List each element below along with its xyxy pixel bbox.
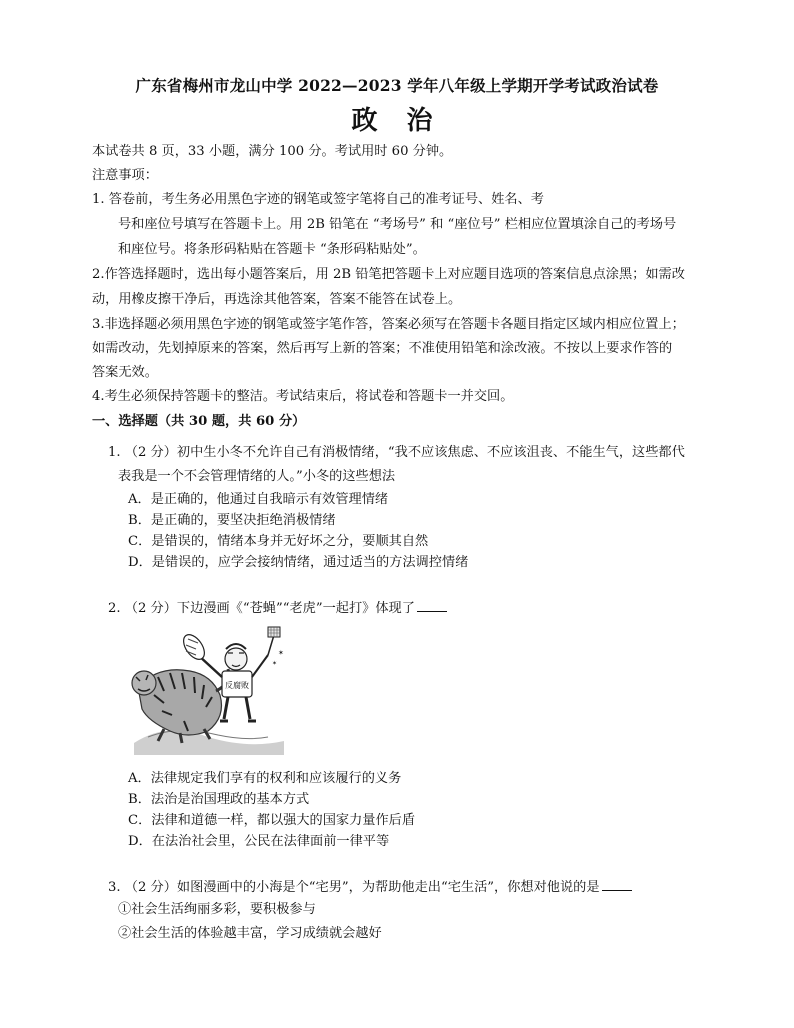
anti-corruption-cartoon	[128, 625, 288, 757]
q1-option-d: D．是错误的，应学会接纳情绪，通过适当的方法调控情绪	[128, 555, 469, 570]
subject-heading: 政 治	[351, 106, 443, 136]
exam-summary: 本试卷共 8 页，33 小题，满分 100 分。考试用时 60 分钟。	[92, 144, 453, 159]
q1-stem-line-1: 1. （2 分）初中生小冬不允许自己有消极情绪，“我不应该焦虑、不应该沮丧、不能生气，这些都代	[108, 445, 685, 460]
svg-text:✶: ✶	[272, 660, 278, 667]
q2-option-c: C．法律和道德一样，都以强大的国家力量作后盾	[128, 813, 416, 828]
q2-option-a: A．法律规定我们享有的权利和应该履行的义务	[128, 771, 402, 786]
note-4-line-1: 4.考生必须保持答题卡的整洁。考试结束后，将试卷和答题卡一并交回。	[92, 389, 514, 404]
answer-blank	[602, 877, 632, 891]
cartoon-label: 反腐败	[225, 681, 249, 690]
q3-stem	[108, 877, 632, 897]
q1-stem-line-2: 表我是一个不会管理情绪的人。”小冬的这些想法	[118, 469, 396, 484]
q2-stem-text: 2. （2 分）下边漫画《“苍蝇”“老虎”一起打》体现了	[108, 601, 415, 616]
note-1-line-1: 1. 答卷前，考生务必用黑色字迹的钢笔或签字笔将自己的准考证号、姓名、考	[92, 192, 544, 207]
answer-blank	[417, 598, 447, 612]
note-3-line-2: 如需改动，先划掉原来的答案，然后再写上新的答案；不准使用铅笔和涂改液。不按以上要求作答的	[92, 341, 673, 356]
q3-item-1: ①社会生活绚丽多彩，要积极参与	[118, 902, 316, 917]
svg-text:✶: ✶	[278, 649, 284, 657]
q2-stem	[108, 598, 447, 618]
note-1-line-2: 号和座位号填写在答题卡上。用 2B 铅笔在 “考场号” 和 “座位号” 栏相应位置填涂自己的考场号	[118, 217, 677, 232]
q3-item-2: ②社会生活的体验越丰富，学习成绩就会越好	[118, 926, 382, 941]
note-3-line-1: 3.非选择题必须用黑色字迹的钢笔或签字笔作答，答案必须写在答题卡各题目指定区域内相应位置上；	[92, 317, 685, 332]
note-3-line-3: 答案无效。	[92, 365, 158, 380]
exam-title: 广东省梅州市龙山中学 2022—2023 学年八年级上学期开学考试政治试卷	[135, 76, 659, 95]
note-1-line-3: 和座位号。将条形码粘贴在答题卡 “条形码粘贴处”。	[118, 242, 426, 257]
section-heading-choice: 一、选择题（共 30 题，共 60 分）	[92, 414, 306, 429]
note-2-line-2: 动，用橡皮擦干净后，再选涂其他答案，答案不能答在试卷上。	[92, 292, 462, 307]
note-2-line-1: 2.作答选择题时，选出每小题答案后，用 2B 铅笔把答题卡上对应题目选项的答案信息点涂黑；如需改	[92, 267, 685, 282]
q1-option-b: B．是正确的，要坚决拒绝消极情绪	[128, 513, 336, 528]
q1-option-a: A．是正确的，他通过自我暗示有效管理情绪	[128, 492, 389, 507]
q2-option-b: B．法治是治国理政的基本方式	[128, 792, 310, 807]
q3-stem-text: 3. （2 分）如图漫画中的小海是个“宅男”，为帮助他走出“宅生活”，你想对他说的是	[108, 880, 600, 895]
q1-option-c: C．是错误的，情绪本身并无好坏之分，要顺其自然	[128, 534, 429, 549]
notes-heading: 注意事项：	[92, 168, 158, 183]
q2-option-d: D．在法治社会里，公民在法律面前一律平等	[128, 834, 390, 849]
